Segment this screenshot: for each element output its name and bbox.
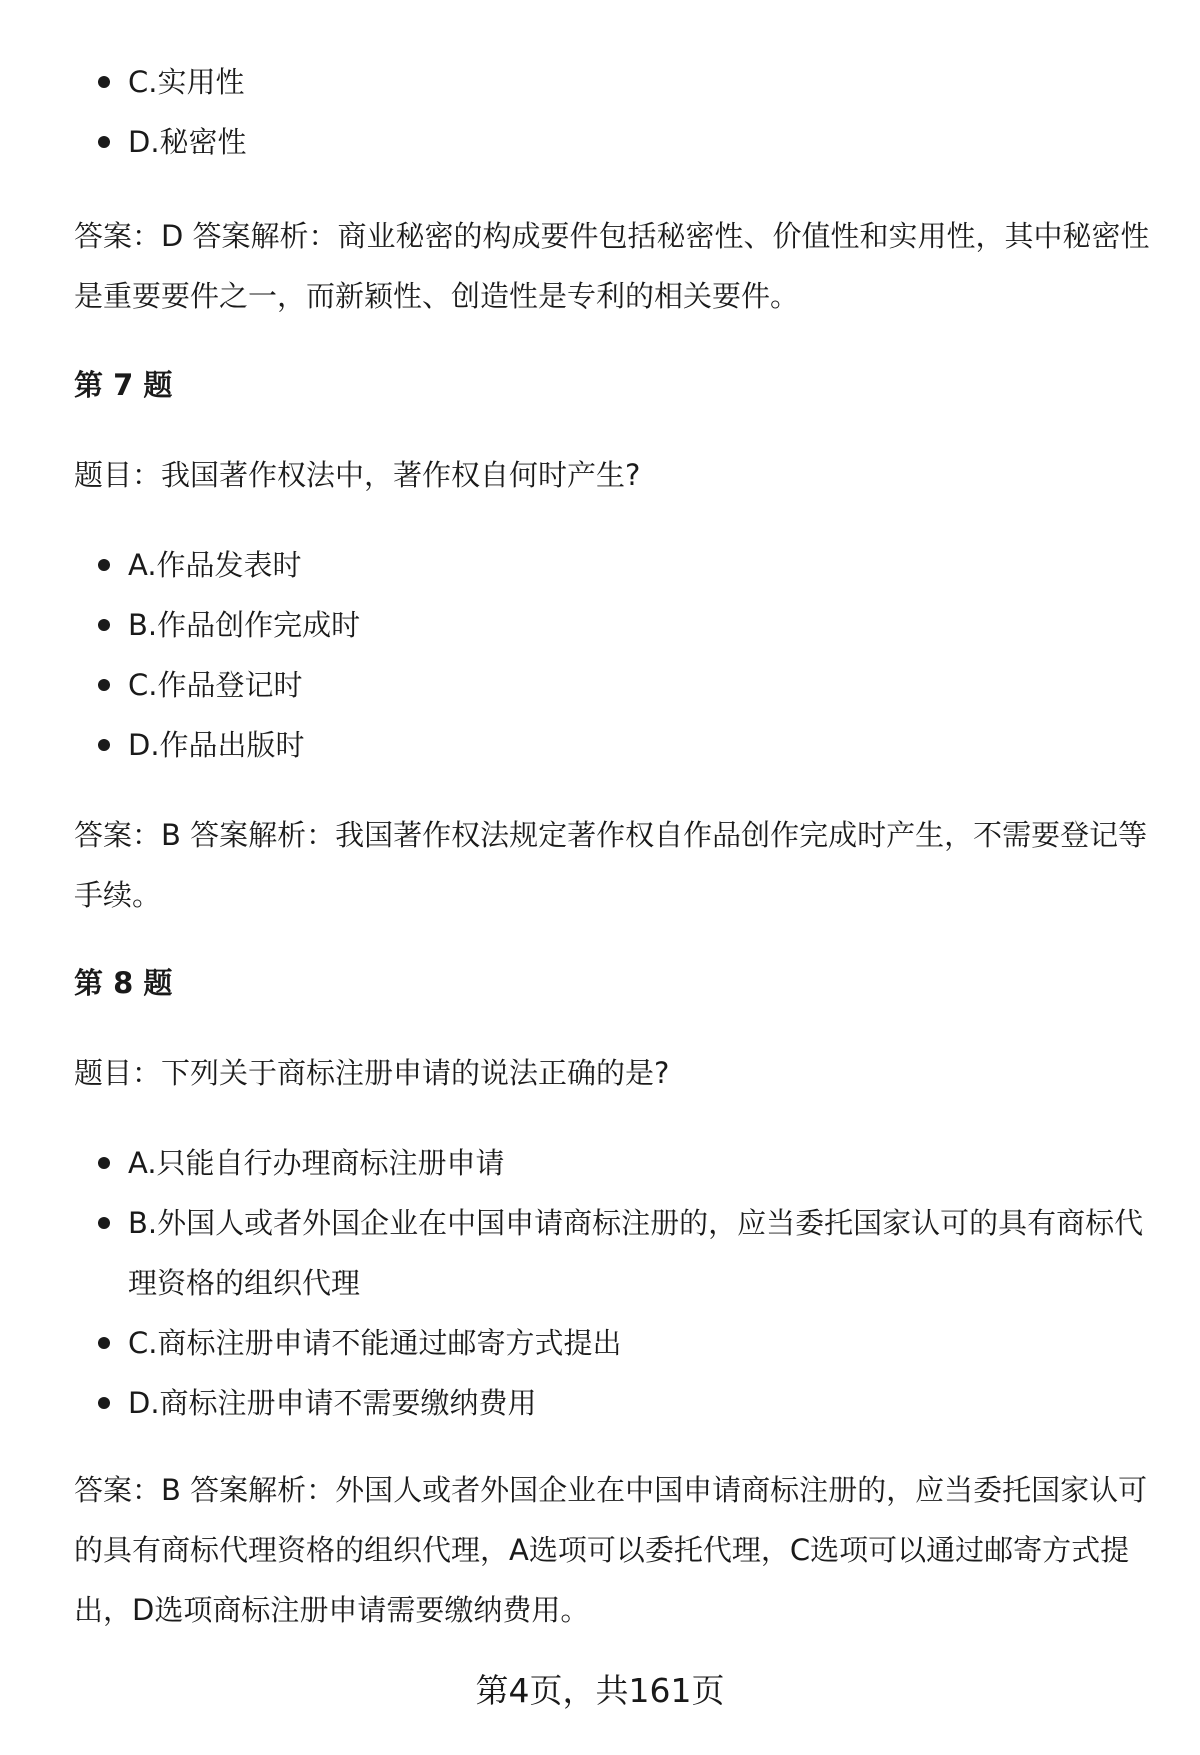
option-item: D.商标注册申请不需要缴纳费用 xyxy=(74,1373,1154,1433)
option-item: C.商标注册申请不能通过邮寄方式提出 xyxy=(74,1313,1154,1373)
question-8-options xyxy=(74,1133,1154,1433)
option-item: A.只能自行办理商标注册申请 xyxy=(74,1133,1154,1193)
option-item: C.实用性 xyxy=(74,52,1154,112)
option-item: D.秘密性 xyxy=(74,112,1154,172)
option-item: A.作品发表时 xyxy=(74,535,1154,595)
option-item: D.作品出版时 xyxy=(74,715,1154,775)
prev-question-options xyxy=(74,52,1154,172)
prev-question-answer: 答案：D 答案解析：商业秘密的构成要件包括秘密性、价值性和实用性，其中秘密性是重要要件之一，而新颖性、创造性是专利的相关要件。 xyxy=(74,219,1150,313)
option-item: C.作品登记时 xyxy=(74,655,1154,715)
option-item: B.作品创作完成时 xyxy=(74,595,1154,655)
question-8-heading: 第 8 题 xyxy=(74,966,173,1000)
question-7-heading: 第 7 题 xyxy=(74,368,173,402)
option-item: B.外国人或者外国企业在中国申请商标注册的，应当委托国家认可的具有商标代理资格的组织代理 xyxy=(74,1193,1154,1313)
question-8-answer: 答案：B 答案解析：外国人或者外国企业在中国申请商标注册的，应当委托国家认可的具有商标代理资格的组织代理，A选项可以委托代理，C选项可以通过邮寄方式提出，D选项商标注册申请需要缴纳费用。 xyxy=(74,1473,1148,1627)
page-number-footer: 第4页，共161页 xyxy=(475,1671,725,1710)
question-7-answer: 答案：B 答案解析：我国著作权法规定著作权自作品创作完成时产生，不需要登记等手续。 xyxy=(74,818,1148,912)
question-7-text: 题目：我国著作权法中，著作权自何时产生? xyxy=(74,458,641,492)
question-7-options xyxy=(74,535,1154,775)
question-8-text: 题目：下列关于商标注册申请的说法正确的是? xyxy=(74,1056,670,1090)
